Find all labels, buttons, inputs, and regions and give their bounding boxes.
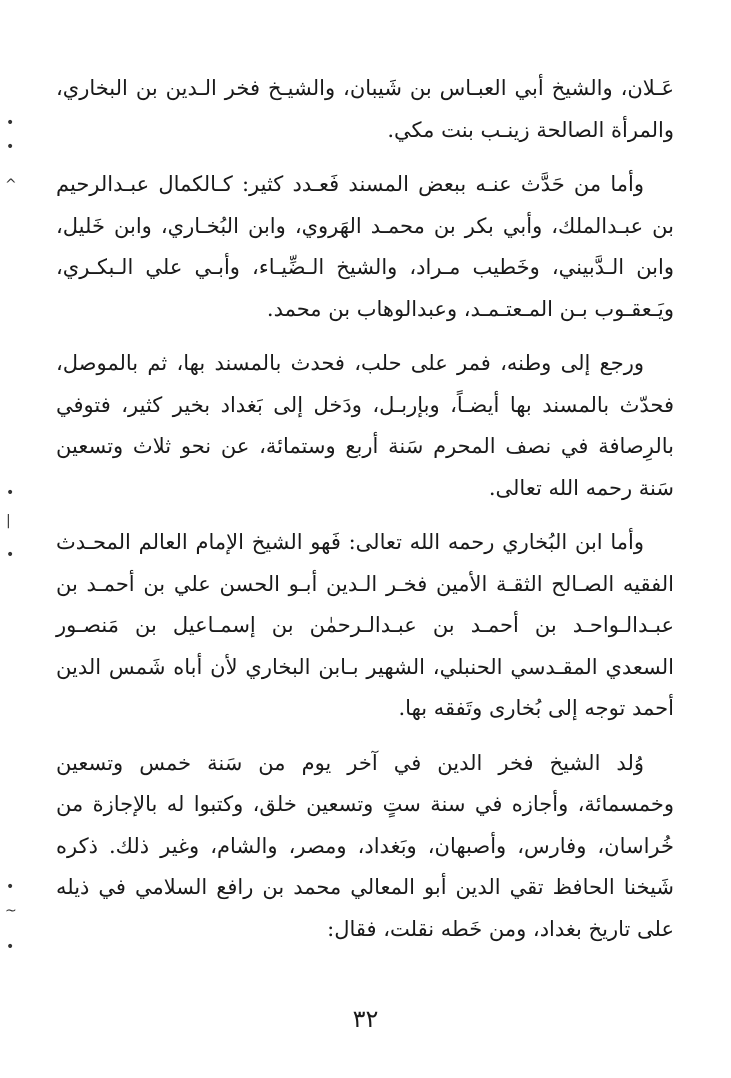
page-number: ٣٢	[352, 1005, 379, 1033]
paragraph-3: ورجع إلى وطنه، فمر على حلب، فحدث بالمسند بها، ثم بالموصل، فحدّث بالمسند بها أيضـاً، وبإربـل، ودَخل إلى بَغداد بخير كثير، فتوفي بالرِصافة في نصف المحرم سَنة أربع وستمائة، عن نحو ثلاث وتسعين سَنة رحمه الله تعالى.	[56, 351, 674, 500]
scan-speck: •	[6, 879, 15, 895]
paragraph-4: وأما ابن البُخاري رحمه الله تعالى: فَهو الشيخ الإمام العالم المحـدث الفقيه الصـالح الثقـة الأمين فخـر الـدين أبـو الحسن علي بن أحمـد بن عبـدالـواحـد بن أحمـد بن عبـدالـرحمٰن بن إسمـاعيل بن مَنصـور السعدي المقـدسي الحنبلي، الشهير بـابن البخاري لأن أباه شَمس الدين أحمد توجه إلى بُخارى وتَفقه بها.	[56, 530, 674, 720]
scan-speck: •	[6, 485, 15, 501]
scan-speck: •	[6, 547, 15, 563]
scan-speck: ~	[5, 903, 17, 919]
paragraph-1: عَـلان، والشيخ أبي العبـاس بن شَيبان، والشيـخ فخر الـدين بن البخاري، والمرأة الصالحة زينـب بنت مكي.	[56, 76, 674, 142]
scan-speck: •	[6, 939, 15, 955]
paragraph-5: وُلد الشيخ فخر الدين في آخر يوم من سَنة خمس وتسعين وخمسمائة، وأجازه في سنة ستٍ وتسعين خلق، وكتبوا له بالإجازة من خُراسان، وفارس، وأصبهان، وبَغداد، ومصر، والشام، وغير ذلك. ذكره شَيخنا الحافظ تقي الدين أبو المعالي محمد بن رافع السلامي في ذيله على تاريخ بغداد، ومن خَطه نقلت، فقال:	[56, 750, 674, 941]
scan-speck: ^	[5, 177, 17, 193]
scan-speck: •	[6, 139, 15, 155]
scan-speck: |	[6, 513, 11, 529]
paragraph-2: وأما من حَدَّث عنـه ببعض المسند فَعـدد كثير: كـالكمال عبـدالرحيم بن عبـدالملك، وأبي بكر بن محمـد الهَروي، وابن البُخـاري، وابن خَليل، وابن الـدَّبيني، وخَطيب مـراد، والشيخ الـضِّيـاء، وأبـي علي الـبكـري، ويَـعقـوب بـن المـعتـمـد، وعبدالوهاب بن محمد.	[56, 172, 674, 321]
scan-speck: •	[6, 115, 15, 131]
page-body	[56, 68, 674, 963]
